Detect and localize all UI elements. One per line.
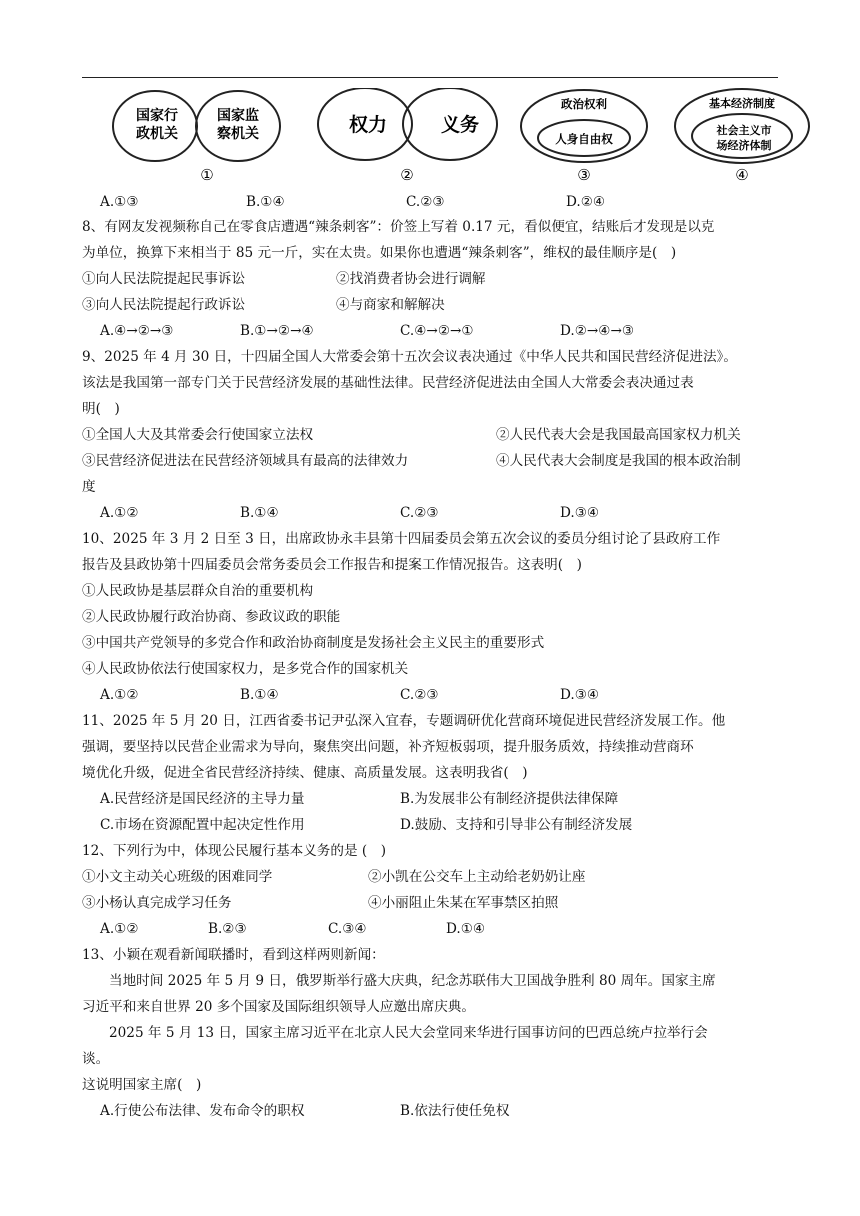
q9-option-b: B.①④ [240, 505, 279, 521]
q10-statement-1: ①人民政协是基层群众自治的重要机构 [82, 583, 314, 599]
q9-statement-1: ①全国人大及其常委会行使国家立法权 [82, 427, 314, 443]
q10-stem-line1: 10、2025 年 3 月 2 日至 3 日，出席政协永丰县第十四届委员会第五次会议的委员分组讨论了县政府工作 [82, 531, 721, 547]
q9-option-d: D.③④ [560, 505, 600, 521]
q7-option-a: A.①③ [100, 194, 139, 210]
fig1-number: ① [200, 166, 214, 184]
q9-statement-3: ③民营经济促进法在民营经济领域具有最高的法律效力 [82, 453, 409, 469]
fig4-inner-line1: 社会主义市 [716, 124, 772, 137]
fig4-number: ④ [735, 166, 749, 184]
q9-option-a: A.①② [100, 505, 139, 521]
q12-stem: 12、下列行为中，体现公民履行基本义务的是 ( ) [82, 843, 387, 859]
q9-statement-4-cont: 度 [82, 479, 96, 495]
q11-option-a: A.民营经济是国民经济的主导力量 [100, 791, 305, 807]
q11-option-d: D.鼓励、支持和引导非公有制经济发展 [400, 817, 633, 833]
q13-news2-line2: 谈。 [82, 1051, 110, 1067]
q11-stem-line2: 强调，要坚持以民营企业需求为导向，聚焦突出问题，补齐短板弱项，提升服务质效，持续推动营商环 [82, 739, 694, 755]
fig1-right-line2: 察机关 [217, 126, 259, 142]
q8-statement-3: ③向人民法院提起行政诉讼 [82, 297, 246, 313]
q9-stem-line2: 该法是我国第一部专门关于民营经济发展的基础性法律。民营经济促进法由全国人大常委会表决通过表 [82, 375, 694, 391]
q11-stem-line3: 境优化升级，促进全省民营经济持续、健康、高质量发展。这表明我省( ) [82, 765, 528, 781]
q11-option-c: C.市场在资源配置中起决定性作用 [100, 817, 305, 833]
q8-option-a: A.④→②→③ [100, 323, 174, 339]
fig2-left-label: 权力 [348, 114, 388, 136]
q8-option-d: D.②→④→③ [560, 323, 635, 339]
q8-option-c: C.④→②→① [400, 323, 474, 339]
figure-1-venn [113, 91, 280, 184]
q8-stem-line2: 为单位，换算下来相当于 85 元一斤，实在太贵。如果你也遭遇“辣条刺客”，维权的最佳顺序是( ) [82, 245, 677, 261]
q13-stem: 13、小颖在观看新闻联播时，看到这样两则新闻： [82, 947, 385, 963]
q9-stem-line3: 明( ) [82, 401, 120, 417]
q8-statement-1: ①向人民法院提起民事诉讼 [82, 271, 246, 287]
q12-statement-1: ①小文主动关心班级的困难同学 [82, 869, 273, 885]
figure-2-venn [318, 88, 497, 184]
q9-stem-line1: 9、2025 年 4 月 30 日，十四届全国人大常委会第十五次会议表决通过《中华人民共和国民营经济促进法》。 [82, 349, 737, 365]
question-7-figures [110, 88, 810, 186]
figure-3-nested [521, 90, 647, 184]
q12-option-a: A.①② [100, 921, 139, 937]
q12-statement-3: ③小杨认真完成学习任务 [82, 895, 232, 911]
q7-option-c: C.②③ [406, 194, 445, 210]
fig2-right-label: 义务 [440, 114, 480, 136]
q8-statement-4: ④与商家和解解决 [336, 297, 445, 313]
q8-option-b: B.①→②→④ [240, 323, 314, 339]
q11-option-b: B.为发展非公有制经济提供法律保障 [400, 791, 619, 807]
q11-stem-line1: 11、2025 年 5 月 20 日，江西省委书记尹弘深入宜春，专题调研优化营商环境促进民营经济发展工作。他 [82, 713, 726, 729]
fig3-inner-label: 人身自由权 [555, 132, 613, 146]
fig4-outer-label: 基本经济制度 [709, 97, 775, 110]
fig3-number: ③ [577, 166, 591, 184]
q10-option-c: C.②③ [400, 687, 439, 703]
q10-statement-2: ②人民政协履行政治协商、参政议政的职能 [82, 609, 341, 625]
fig1-left-line2: 政机关 [136, 126, 178, 142]
q7-option-d: D.②④ [566, 194, 606, 210]
q13-question: 这说明国家主席( ) [82, 1077, 202, 1093]
q10-stem-line2: 报告及县政协第十四届委员会常务委员会工作报告和提案工作情况报告。这表明( ) [82, 557, 582, 573]
q10-statement-3: ③中国共产党领导的多党合作和政治协商制度是发扬社会主义民主的重要形式 [82, 635, 545, 651]
q10-option-d: D.③④ [560, 687, 600, 703]
q9-statement-4: ④人民代表大会制度是我国的根本政治制 [496, 453, 741, 469]
q13-option-b: B.依法行使任免权 [400, 1103, 510, 1119]
q12-option-b: B.②③ [208, 921, 247, 937]
fig3-outer-label: 政治权利 [561, 97, 607, 111]
q13-news2-line1: 2025 年 5 月 13 日，国家主席习近平在北京人民大会堂同来华进行国事访问的巴西总统卢拉举行会 [109, 1025, 708, 1041]
q12-option-d: D.①④ [446, 921, 486, 937]
q13-news1-line2: 习近平和来自世界 20 多个国家及国际组织领导人应邀出席庆典。 [82, 999, 475, 1015]
q12-statement-4: ④小丽阻止朱某在军事禁区拍照 [368, 895, 559, 911]
q12-statement-2: ②小凯在公交车上主动给老奶奶让座 [368, 869, 586, 885]
q9-statement-2: ②人民代表大会是我国最高国家权力机关 [496, 427, 741, 443]
q8-statement-2: ②找消费者协会进行调解 [336, 271, 486, 287]
q9-option-c: C.②③ [400, 505, 439, 521]
q12-option-c: C.③④ [328, 921, 367, 937]
figure-4-nested [675, 89, 809, 184]
q7-option-b: B.①④ [246, 194, 285, 210]
fig1-left-line1: 国家行 [136, 108, 178, 124]
q13-option-a: A.行使公布法律、发布命令的职权 [100, 1103, 305, 1119]
header-rule [82, 77, 778, 78]
fig2-number: ② [400, 166, 414, 184]
q8-stem-line1: 8、有网友发视频称自己在零食店遭遇“辣条刺客”：价签上写着 0.17 元，看似便宜，结账后才发现是以克 [82, 219, 715, 235]
q13-news1-line1: 当地时间 2025 年 5 月 9 日，俄罗斯举行盛大庆典，纪念苏联伟大卫国战争胜利 80 周年。国家主席 [109, 973, 716, 989]
fig4-inner-line2: 场经济体制 [716, 139, 772, 152]
q10-statement-4: ④人民政协依法行使国家权力，是多党合作的国家机关 [82, 661, 409, 677]
q10-option-a: A.①② [100, 687, 139, 703]
q10-option-b: B.①④ [240, 687, 279, 703]
fig1-right-line1: 国家监 [217, 108, 259, 124]
